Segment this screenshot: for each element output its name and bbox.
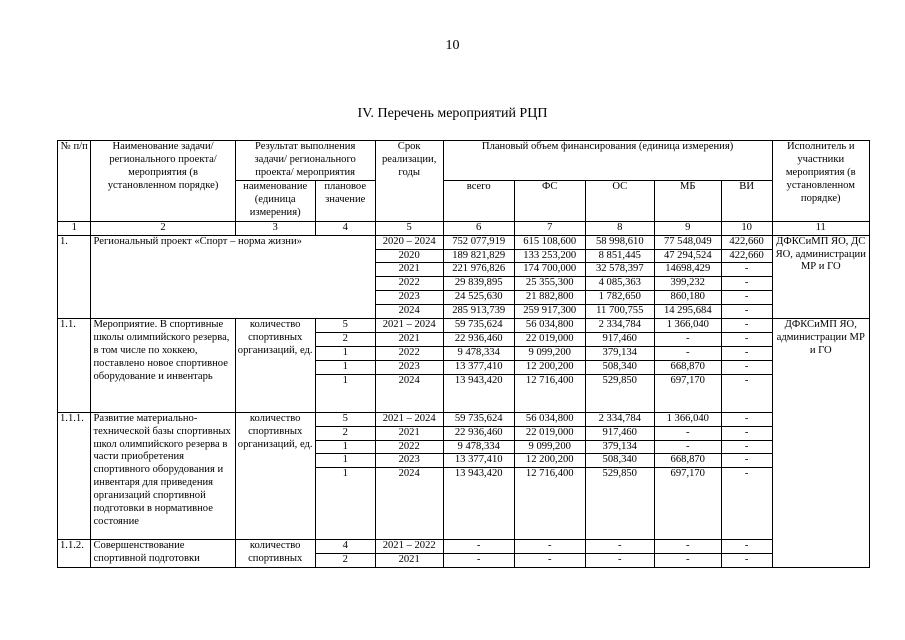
fs-cell: 9 099,200 xyxy=(514,440,585,454)
os-cell: 32 578,397 xyxy=(585,263,654,277)
os-cell: 4 085,363 xyxy=(585,277,654,291)
executor-cell: ДФКСиМП ЯО, ДС ЯО, администрации МР и ГО xyxy=(772,235,870,318)
total-cell: 221 976,826 xyxy=(443,263,514,277)
total-cell: 285 913,739 xyxy=(443,305,514,319)
vi-cell: - xyxy=(721,412,772,426)
total-cell: - xyxy=(443,554,514,568)
measure-name: Мероприятие. В спортивные школы олимпийского резерва, в том числе по хоккею, поставлено новое спортивное оборудование и инвентарь xyxy=(91,319,235,413)
total-cell: 29 839,895 xyxy=(443,277,514,291)
mb-cell: 860,180 xyxy=(654,291,721,305)
fs-cell: 22 019,000 xyxy=(514,332,585,346)
vi-cell: - xyxy=(721,374,772,412)
term-cell: 2020 xyxy=(375,249,443,263)
table-row xyxy=(58,235,870,249)
table-row xyxy=(58,540,870,554)
plan-cell: 2 xyxy=(315,554,375,568)
mb-cell: 1 366,040 xyxy=(654,412,721,426)
term-cell: 2023 xyxy=(375,291,443,305)
vi-cell: - xyxy=(721,426,772,440)
header-vi: ВИ xyxy=(721,180,772,221)
mb-cell: - xyxy=(654,440,721,454)
fs-cell: - xyxy=(514,540,585,554)
term-cell: 2022 xyxy=(375,277,443,291)
header-executor: Исполнитель и участники мероприятия (в установленном порядке) xyxy=(772,141,870,222)
term-cell: 2021 – 2024 xyxy=(375,412,443,426)
term-cell: 2024 xyxy=(375,468,443,540)
col-number: 1 xyxy=(58,221,91,235)
measure-name: Совершенствование спортивной подготовки xyxy=(91,540,235,568)
mb-cell: 14698,429 xyxy=(654,263,721,277)
total-cell: 22 936,460 xyxy=(443,426,514,440)
vi-cell: - xyxy=(721,440,772,454)
term-cell: 2023 xyxy=(375,360,443,374)
plan-cell: 1 xyxy=(315,454,375,468)
plan-cell: 1 xyxy=(315,440,375,454)
mb-cell: 697,170 xyxy=(654,374,721,412)
fs-cell: 174 700,000 xyxy=(514,263,585,277)
header-mb: МБ xyxy=(654,180,721,221)
total-cell: 24 525,630 xyxy=(443,291,514,305)
total-cell: 13 943,420 xyxy=(443,374,514,412)
fs-cell: 259 917,300 xyxy=(514,305,585,319)
fs-cell: 615 108,600 xyxy=(514,235,585,249)
header-result: Результат выполнения задачи/ регионального проекта/ мероприятия xyxy=(235,141,375,181)
plan-cell: 1 xyxy=(315,360,375,374)
total-cell: 59 735,624 xyxy=(443,412,514,426)
term-cell: 2021 – 2024 xyxy=(375,319,443,333)
plan-cell: 2 xyxy=(315,426,375,440)
header-result-name: наименование (единица измерения) xyxy=(235,180,315,221)
result-name-cell: количество спортивных организаций, ед. xyxy=(235,412,315,540)
col-number: 7 xyxy=(514,221,585,235)
fs-cell: 9 099,200 xyxy=(514,346,585,360)
mb-cell: - xyxy=(654,426,721,440)
table-row xyxy=(58,412,870,426)
row-num: 1. xyxy=(58,235,91,318)
measures-table xyxy=(57,140,870,568)
mb-cell: 1 366,040 xyxy=(654,319,721,333)
col-number: 3 xyxy=(235,221,315,235)
term-cell: 2023 xyxy=(375,454,443,468)
vi-cell: - xyxy=(721,454,772,468)
section-title: IV. Перечень мероприятий РЦП xyxy=(357,106,548,121)
os-cell: - xyxy=(585,554,654,568)
term-cell: 2021 xyxy=(375,426,443,440)
mb-cell: 668,870 xyxy=(654,454,721,468)
result-name-cell: количество спортивных xyxy=(235,540,315,568)
plan-cell: 1 xyxy=(315,468,375,540)
col-number: 8 xyxy=(585,221,654,235)
os-cell: 2 334,784 xyxy=(585,412,654,426)
fs-cell: 133 253,200 xyxy=(514,249,585,263)
os-cell: 917,460 xyxy=(585,426,654,440)
mb-cell: 47 294,524 xyxy=(654,249,721,263)
column-numbers-row xyxy=(58,221,870,235)
header-name: Наименование задачи/ регионального проекта/ мероприятия (в установленном порядке) xyxy=(91,141,235,222)
term-cell: 2021 xyxy=(375,332,443,346)
vi-cell: - xyxy=(721,360,772,374)
row-num: 1.1.2. xyxy=(58,540,91,568)
mb-cell: 668,870 xyxy=(654,360,721,374)
col-number: 5 xyxy=(375,221,443,235)
total-cell: 189 821,829 xyxy=(443,249,514,263)
total-cell: 13 377,410 xyxy=(443,454,514,468)
total-cell: 22 936,460 xyxy=(443,332,514,346)
vi-cell: - xyxy=(721,540,772,554)
vi-cell: - xyxy=(721,263,772,277)
vi-cell: - xyxy=(721,305,772,319)
fs-cell: 12 716,400 xyxy=(514,374,585,412)
header-result-plan: плановое значение xyxy=(315,180,375,221)
page-number: 10 xyxy=(445,38,460,53)
mb-cell: 77 548,049 xyxy=(654,235,721,249)
vi-cell: - xyxy=(721,291,772,305)
fs-cell: 12 200,200 xyxy=(514,360,585,374)
os-cell: 1 782,650 xyxy=(585,291,654,305)
fs-cell: 25 355,300 xyxy=(514,277,585,291)
os-cell: 379,134 xyxy=(585,440,654,454)
os-cell: 8 851,445 xyxy=(585,249,654,263)
header-fs: ФС xyxy=(514,180,585,221)
mb-cell: 14 295,684 xyxy=(654,305,721,319)
total-cell: 9 478,334 xyxy=(443,346,514,360)
mb-cell: - xyxy=(654,346,721,360)
header-term: Срок реализации, годы xyxy=(375,141,443,222)
mb-cell: - xyxy=(654,554,721,568)
measure-name: Развитие материально-технической базы спортивных школ олимпийского резерва в части приобретения спортивного оборудования и инвентаря для приведения организаций спортивной подготовки в нормативное состояние xyxy=(91,412,235,540)
fs-cell: 22 019,000 xyxy=(514,426,585,440)
total-cell: 9 478,334 xyxy=(443,440,514,454)
col-number: 10 xyxy=(721,221,772,235)
vi-cell: - xyxy=(721,277,772,291)
header-funding: Плановый объем финансирования (единица измерения) xyxy=(443,141,772,181)
executor-cell: ДФКСиМП ЯО, администрации МР и ГО xyxy=(772,319,870,568)
fs-cell: 12 716,400 xyxy=(514,468,585,540)
total-cell: 13 377,410 xyxy=(443,360,514,374)
project-name: Региональный проект «Спорт – норма жизни» xyxy=(91,235,375,318)
os-cell: 529,850 xyxy=(585,468,654,540)
header-os: ОС xyxy=(585,180,654,221)
plan-cell: 1 xyxy=(315,374,375,412)
mb-cell: - xyxy=(654,332,721,346)
fs-cell: 12 200,200 xyxy=(514,454,585,468)
vi-cell: 422,660 xyxy=(721,235,772,249)
term-cell: 2021 xyxy=(375,554,443,568)
term-cell: 2022 xyxy=(375,346,443,360)
os-cell: 917,460 xyxy=(585,332,654,346)
col-number: 9 xyxy=(654,221,721,235)
os-cell: - xyxy=(585,540,654,554)
os-cell: 508,340 xyxy=(585,454,654,468)
term-cell: 2024 xyxy=(375,305,443,319)
plan-cell: 5 xyxy=(315,319,375,333)
mb-cell: 697,170 xyxy=(654,468,721,540)
vi-cell: - xyxy=(721,346,772,360)
mb-cell: - xyxy=(654,540,721,554)
os-cell: 508,340 xyxy=(585,360,654,374)
total-cell: 59 735,624 xyxy=(443,319,514,333)
col-number: 2 xyxy=(91,221,235,235)
fs-cell: 56 034,800 xyxy=(514,319,585,333)
total-cell: 752 077,919 xyxy=(443,235,514,249)
col-number: 4 xyxy=(315,221,375,235)
vi-cell: - xyxy=(721,468,772,540)
term-cell: 2024 xyxy=(375,374,443,412)
table-row xyxy=(58,319,870,333)
vi-cell: 422,660 xyxy=(721,249,772,263)
term-cell: 2020 – 2024 xyxy=(375,235,443,249)
term-cell: 2021 xyxy=(375,263,443,277)
header-row xyxy=(58,141,870,181)
col-number: 11 xyxy=(772,221,870,235)
vi-cell: - xyxy=(721,332,772,346)
vi-cell: - xyxy=(721,554,772,568)
term-cell: 2021 – 2022 xyxy=(375,540,443,554)
os-cell: 379,134 xyxy=(585,346,654,360)
plan-cell: 4 xyxy=(315,540,375,554)
vi-cell: - xyxy=(721,319,772,333)
result-name-cell: количество спортивных организаций, ед. xyxy=(235,319,315,413)
row-num: 1.1. xyxy=(58,319,91,413)
os-cell: 2 334,784 xyxy=(585,319,654,333)
mb-cell: 399,232 xyxy=(654,277,721,291)
fs-cell: - xyxy=(514,554,585,568)
fs-cell: 21 882,800 xyxy=(514,291,585,305)
row-num: 1.1.1. xyxy=(58,412,91,540)
os-cell: 58 998,610 xyxy=(585,235,654,249)
total-cell: 13 943,420 xyxy=(443,468,514,540)
term-cell: 2022 xyxy=(375,440,443,454)
plan-cell: 2 xyxy=(315,332,375,346)
plan-cell: 1 xyxy=(315,346,375,360)
os-cell: 529,850 xyxy=(585,374,654,412)
header-num: № п/п xyxy=(58,141,91,222)
col-number: 6 xyxy=(443,221,514,235)
header-total: всего xyxy=(443,180,514,221)
total-cell: - xyxy=(443,540,514,554)
os-cell: 11 700,755 xyxy=(585,305,654,319)
plan-cell: 5 xyxy=(315,412,375,426)
fs-cell: 56 034,800 xyxy=(514,412,585,426)
